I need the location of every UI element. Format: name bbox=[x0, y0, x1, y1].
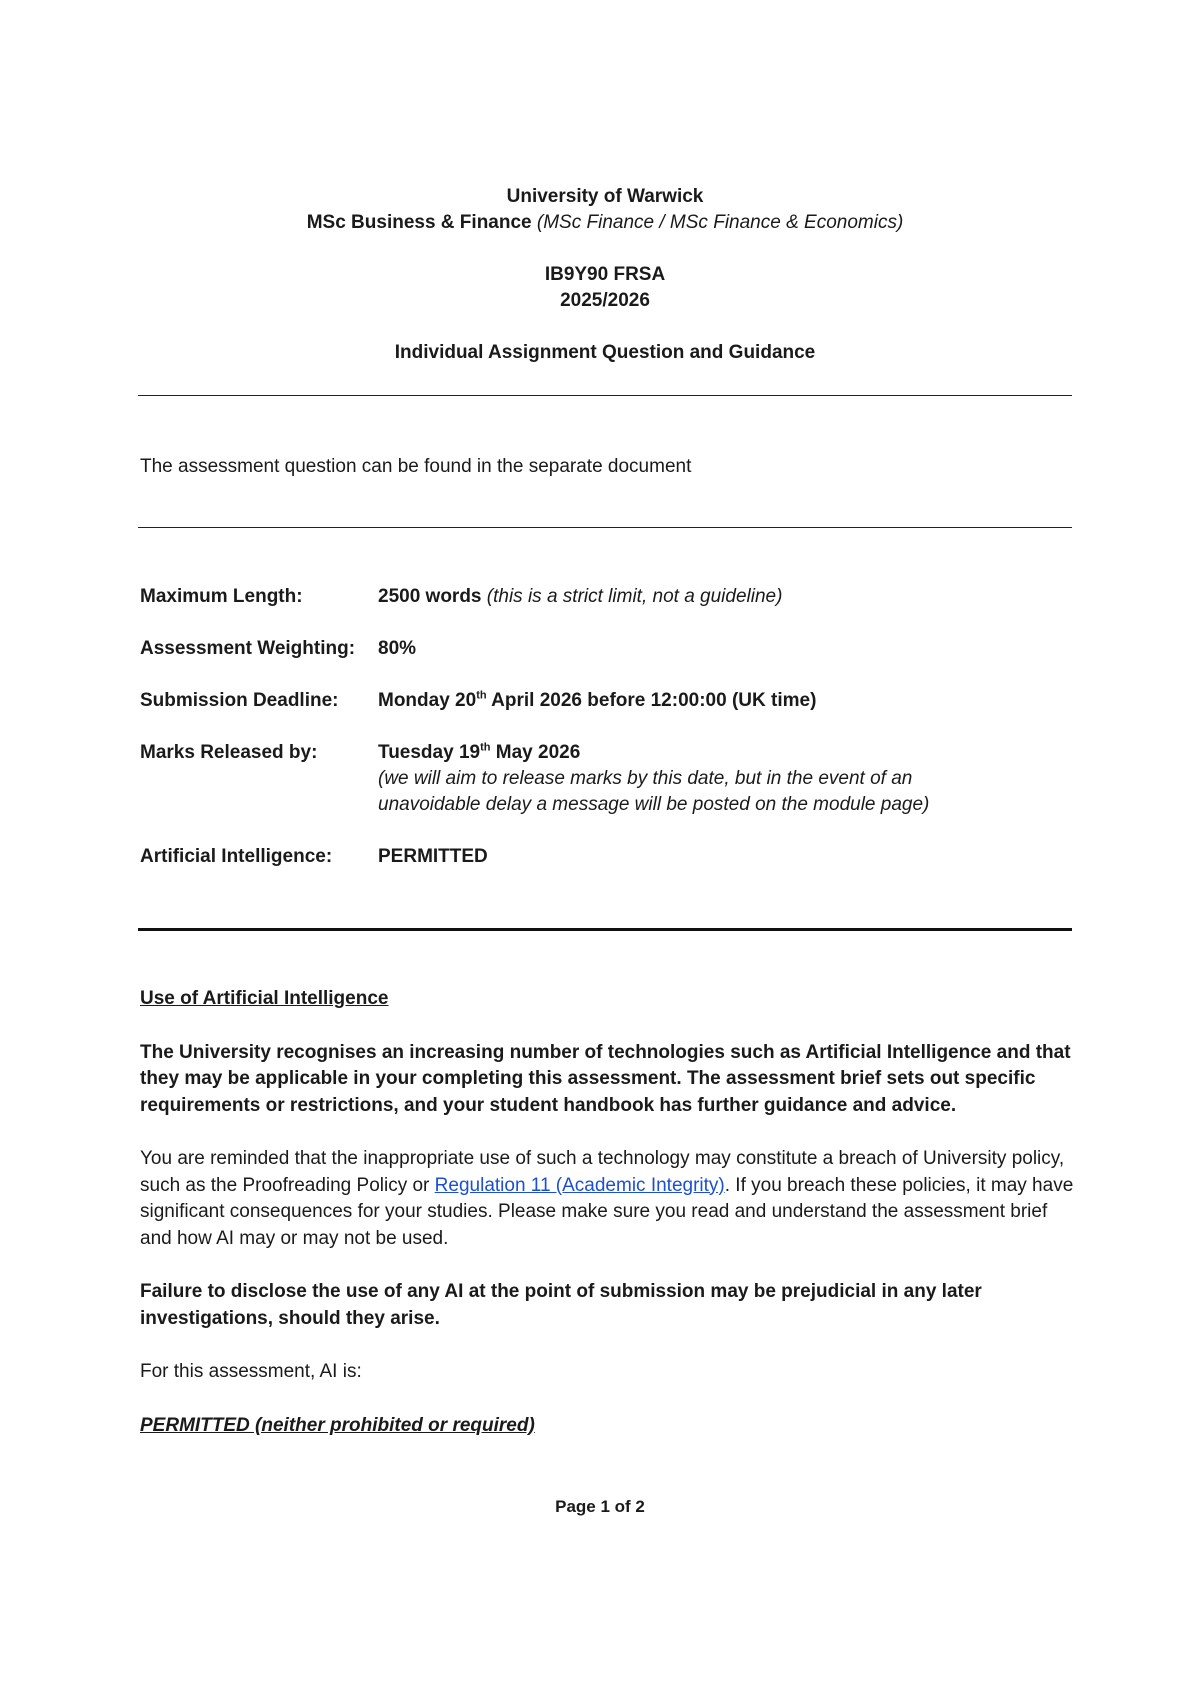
max-length-note: (this is a strict limit, not a guideline) bbox=[486, 586, 783, 607]
deadline-label: Submission Deadline: bbox=[140, 690, 339, 711]
ai-value: PERMITTED bbox=[378, 846, 488, 867]
page-number: Page 1 of 2 bbox=[555, 1497, 645, 1516]
module-code: IB9Y90 FRSA bbox=[544, 264, 666, 285]
ai-policy-paragraph: You are reminded that the inappropriate use of such a technology may constitute a breach of University policy, such as the Proofreading Policy or Regulation 11 (Academic Integrity). If you breach these policies, it may have significant consequences for your studies. Please make sure you read and understand the assessment brief and how AI may or may not be used. bbox=[140, 1148, 1074, 1249]
marks-note-1: (we will aim to release marks by this date, but in the event of an bbox=[378, 768, 913, 789]
marks-date: Tuesday 19th May 2026 bbox=[378, 741, 581, 763]
ai-row bbox=[140, 844, 1080, 870]
max-length-value: 2500 words bbox=[378, 586, 482, 607]
question-note: The assessment question can be found in the separate document bbox=[140, 456, 692, 477]
ai-intro-paragraph: The University recognises an increasing number of technologies such as Artificial Intelligence and that they may be applicable in your completing this assessment. The assessment brief sets out specific requirements or restrictions, and your student handbook has further guidance and advice. bbox=[140, 1041, 1071, 1116]
weighting-row bbox=[140, 636, 1080, 662]
marks-note-2: unavoidable delay a message will be posted on the module page) bbox=[378, 794, 930, 815]
document-title: Individual Assignment Question and Guidance bbox=[394, 342, 816, 363]
deadline-value: Monday 20th April 2026 before 12:00:00 (UK time) bbox=[378, 689, 817, 711]
max-length-label: Maximum Length: bbox=[140, 586, 303, 607]
max-length-row bbox=[140, 584, 1080, 610]
university-name: University of Warwick bbox=[506, 186, 704, 207]
ai-disclosure-warning: Failure to disclose the use of any AI at the point of submission may be prejudicial in any later investigations, should they arise. bbox=[140, 1281, 982, 1329]
divider-2 bbox=[138, 527, 1072, 528]
weighting-value: 80% bbox=[378, 638, 417, 659]
programme-name: MSc Business & Finance bbox=[306, 212, 532, 233]
document-header bbox=[138, 184, 1072, 366]
ai-status: PERMITTED (neither prohibited or required) bbox=[140, 1414, 535, 1436]
assessment-details bbox=[140, 584, 1080, 896]
ai-section bbox=[140, 986, 1080, 1466]
regulation-11-link[interactable]: Regulation 11 (Academic Integrity) bbox=[434, 1174, 725, 1196]
divider-3 bbox=[138, 928, 1072, 931]
ai-lead-in: For this assessment, AI is: bbox=[140, 1361, 362, 1382]
ai-label: Artificial Intelligence: bbox=[140, 846, 333, 867]
marks-label: Marks Released by: bbox=[140, 742, 318, 763]
weighting-label: Assessment Weighting: bbox=[140, 638, 356, 659]
programme-sub: (MSc Finance / MSc Finance & Economics) bbox=[536, 212, 904, 233]
academic-year: 2025/2026 bbox=[560, 290, 650, 311]
divider-1 bbox=[138, 395, 1072, 396]
marks-row bbox=[140, 740, 1080, 818]
programme-line bbox=[138, 210, 1072, 236]
ai-section-heading: Use of Artificial Intelligence bbox=[140, 988, 389, 1009]
deadline-row bbox=[140, 688, 1080, 714]
